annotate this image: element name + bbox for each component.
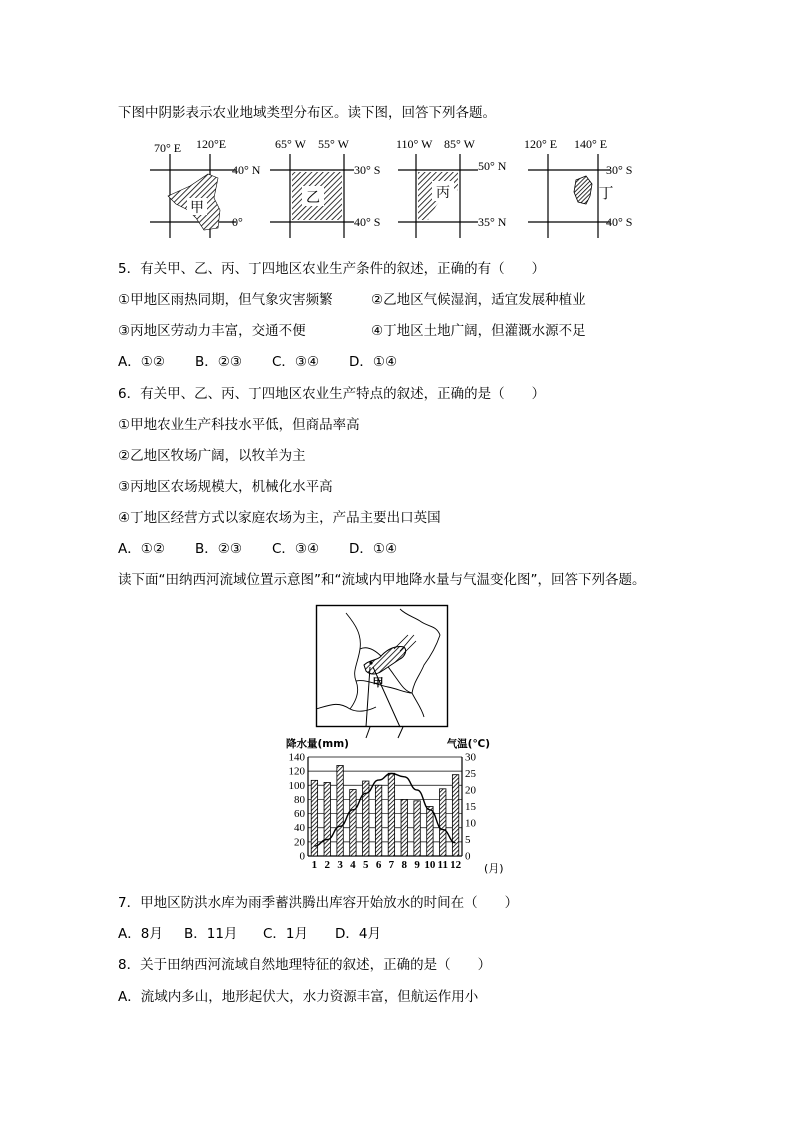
y-tick-right: 5 (465, 834, 471, 846)
q6-option-d: D．①④ (349, 541, 398, 557)
chart-plot-area (289, 752, 477, 872)
y-tick-right: 30 (465, 751, 476, 764)
x-tick-label: 8 (401, 859, 407, 871)
precip-bar (324, 782, 330, 856)
y-tick-right: 20 (465, 784, 476, 797)
q6-statement-4: ④丁地区经营方式以家庭农场为主，产品主要出口英国 (118, 510, 441, 526)
y-tick-left: 140 (288, 751, 305, 764)
agriculture-maps (140, 134, 660, 244)
q7-option-c: C．1月 (263, 926, 309, 942)
y-tick-left: 20 (294, 836, 305, 849)
q5-statement-4: ④丁地区土地广阔，但灌溉水源不足 (371, 323, 586, 339)
q5-option-a: A．①② (118, 354, 165, 370)
q5-option-c: C．③④ (272, 354, 320, 370)
q7-option-a: A．8月 (118, 926, 163, 942)
x-tick-label: 7 (388, 859, 395, 871)
q6-stem: 6．有关甲、乙、丙、丁四地区农业生产特点的叙述，正确的是（ ） (118, 386, 546, 402)
map-yi-label: 乙 (306, 190, 320, 206)
climate-chart (284, 727, 504, 875)
precip-bar (427, 807, 433, 857)
map-yi-lon-left: 65° W (275, 137, 306, 151)
y-tick-right: 15 (465, 801, 476, 813)
precip-bar (337, 765, 343, 856)
inset-label-jia: 甲 (372, 676, 384, 689)
x-tick-label: 6 (375, 859, 382, 871)
y-tick-right: 25 (465, 768, 476, 780)
map-bing-label: 丙 (436, 185, 450, 201)
map-jia-lat-top: 40° N (232, 163, 261, 177)
x-tick-label: 12 (450, 859, 462, 871)
precip-bar (388, 773, 394, 856)
x-tick-label: 9 (414, 859, 420, 871)
y-tick-left: 120 (288, 765, 305, 778)
temperature-line (314, 774, 455, 847)
y-tick-right: 10 (465, 817, 476, 830)
precip-bar (350, 790, 356, 856)
map-yi-lat-top: 30° S (354, 163, 381, 177)
precip-bar (401, 799, 407, 856)
q8-stem: 8．关于田纳西河流域自然地理特征的叙述，正确的是（ ） (118, 957, 492, 973)
y-axis-right-label: 气温(℃) (446, 738, 490, 750)
map-yi-lat-bottom: 40° S (354, 215, 381, 229)
y-tick-right: 0 (465, 850, 471, 863)
q5-option-b: B．②③ (195, 354, 242, 370)
map-yi-lon-right: 55° W (318, 137, 349, 151)
x-tick-label: 10 (424, 859, 436, 871)
y-tick-left: 60 (294, 808, 305, 821)
map-bing-lon-left: 110° W (396, 137, 433, 151)
intro-text-1: 下图中阴影表示农业地域类型分布区。读下图，回答下列各题。 (118, 105, 496, 121)
y-tick-left: 80 (294, 793, 305, 806)
map-yi (270, 137, 380, 238)
x-tick-label: 3 (337, 859, 343, 871)
x-tick-label: 4 (350, 859, 356, 871)
q5-options (118, 353, 397, 371)
precip-bar (440, 789, 446, 856)
x-axis-unit: (月) (484, 862, 504, 875)
q7-option-d: D．4月 (335, 926, 381, 942)
q6-options (118, 540, 397, 558)
q5-statement-2: ②乙地区气候湿润，适宜发展种植业 (371, 292, 586, 308)
precip-bar (452, 775, 458, 856)
q5-statement-1: ①甲地区雨热同期，但气象灾害频繁 (118, 292, 333, 308)
q7-stem: 7．甲地区防洪水库为雨季蓄洪腾出库容开始放水的时间在（ ） (118, 895, 519, 911)
y-axis-left-label: 降水量(mm) (286, 738, 349, 750)
map-jia-lon-left: 70° E (154, 141, 182, 155)
y-tick-left: 100 (288, 779, 305, 792)
q8-option-a: A．流域内多山，地形起伏大，水力资源丰富，但航运作用小 (118, 989, 479, 1005)
map-ding-lon-right: 140° E (574, 137, 608, 151)
q5-stem: 5．有关甲、乙、丙、丁四地区农业生产条件的叙述，正确的有（ ） (118, 261, 546, 277)
q7-option-b: B．11月 (184, 926, 238, 942)
map-ding-lon-left: 120° E (524, 137, 558, 151)
q6-statement-2: ②乙地区牧场广阔，以牧羊为主 (118, 448, 306, 464)
tennessee-location-map (316, 605, 448, 727)
map-bing-lat-top: 50° N (478, 159, 507, 173)
map-bing-lon-right: 85° W (444, 137, 475, 151)
x-tick-label: 1 (311, 859, 318, 871)
x-tick-label: 2 (324, 859, 330, 871)
map-jia-lon-right: 120°E (196, 137, 227, 151)
map-ding-lat-bottom: 40° S (606, 215, 633, 229)
intro-text-2: 读下面“田纳西河流域位置示意图”和“流域内甲地降水量与气温变化图”，回答下列各题。 (118, 572, 646, 588)
map-ding-lat-top: 30° S (606, 163, 633, 177)
map-jia-label: 甲 (190, 200, 204, 216)
q7-options (118, 925, 381, 943)
x-tick-label: 11 (437, 859, 448, 871)
q6-statement-3: ③丙地区农场规模大，机械化水平高 (118, 479, 333, 495)
map-ding-label: 丁 (598, 184, 614, 202)
map-bing (396, 137, 507, 238)
y-tick-left: 40 (294, 822, 305, 835)
x-tick-label: 5 (363, 859, 369, 871)
q5-option-d: D．①④ (349, 354, 398, 370)
map-jia (150, 137, 261, 238)
y-tick-left: 0 (299, 850, 305, 863)
map-ding (524, 137, 632, 238)
precip-bar (311, 780, 317, 856)
q5-statement-3: ③丙地区劳动力丰富，交通不便 (118, 323, 306, 339)
precip-bar (414, 801, 420, 856)
precip-bar (375, 785, 381, 856)
q6-option-c: C．③④ (272, 541, 320, 557)
map-jia-lat-bottom: 0° (232, 215, 243, 229)
map-bing-lat-bottom: 35° N (478, 215, 507, 229)
q6-option-b: B．②③ (195, 541, 242, 557)
q6-option-a: A．①② (118, 541, 165, 557)
q6-statement-1: ①甲地农业生产科技水平低，但商品率高 (118, 417, 360, 433)
